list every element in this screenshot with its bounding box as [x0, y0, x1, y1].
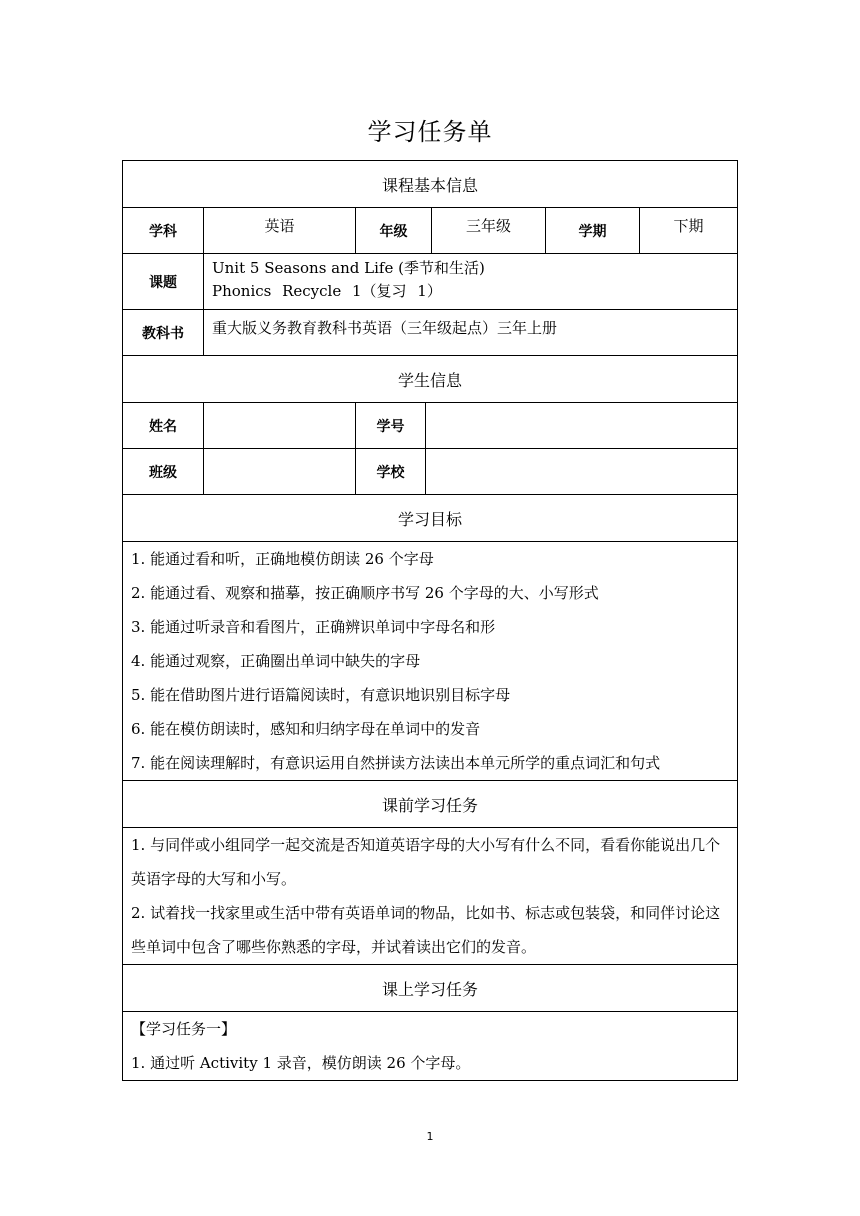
objective-item: 3. 能通过听录音和看图片，正确辨识单词中字母名和形: [131, 618, 496, 636]
pre-class-header-row: [123, 780, 737, 827]
in-class-heading: 课上学习任务: [381, 979, 478, 999]
in-class-header-row: [123, 964, 737, 1011]
name-field[interactable]: [203, 403, 355, 448]
pre-class-item: 1. 与同伴或小组同学一起交流是否知道英语字母的大小写有什么不同，看看你能说出几个英语字母的大写和小写。: [131, 836, 721, 888]
objectives-list: [123, 542, 737, 780]
class-row: [123, 448, 737, 494]
student-info-header-row: [123, 355, 737, 402]
term-label: 学期: [545, 208, 639, 253]
subject-row: [123, 207, 737, 253]
textbook-label: 教科书: [142, 325, 184, 342]
topic-line-1: Unit 5 Seasons and Life (季节和生活): [212, 259, 485, 277]
subject-value: 英语: [203, 208, 355, 253]
topic-row: [123, 253, 737, 309]
student-id-field[interactable]: [425, 403, 737, 448]
in-class-task-title: 【学习任务一】: [131, 1020, 237, 1038]
topic-label: 课题: [149, 274, 177, 291]
pre-class-list: [123, 828, 737, 964]
objective-item: 5. 能在借助图片进行语篇阅读时，有意识地识别目标字母: [131, 686, 511, 704]
in-class-list: [123, 1012, 737, 1080]
grade-value: 三年级: [431, 208, 545, 253]
subject-label: 学科: [149, 223, 177, 240]
objective-item: 2. 能通过看、观察和描摹，按正确顺序书写 26 个字母的大、小写形式: [131, 584, 599, 602]
school-field[interactable]: [425, 449, 737, 494]
course-info-heading: 课程基本信息: [381, 175, 478, 195]
course-info-header-row: [123, 161, 737, 207]
in-class-row: [123, 1011, 737, 1080]
pre-class-heading: 课前学习任务: [381, 795, 478, 815]
student-info-heading: 学生信息: [397, 370, 462, 390]
objective-item: 6. 能在模仿朗读时，感知和归纳字母在单词中的发音: [131, 720, 481, 738]
objective-item: 1. 能通过看和听，正确地模仿朗读 26 个字母: [131, 550, 434, 568]
pre-class-row: [123, 827, 737, 964]
name-row: [123, 402, 737, 448]
in-class-item: 1. 通过听 Activity 1 录音，模仿朗读 26 个字母。: [131, 1054, 471, 1072]
objectives-header-row: [123, 494, 737, 541]
objectives-heading: 学习目标: [397, 509, 462, 529]
page-title: 学习任务单: [367, 118, 493, 146]
objective-item: 7. 能在阅读理解时，有意识运用自然拼读方法读出本单元所学的重点词汇和句式: [131, 754, 661, 772]
textbook-value: 重大版义务教育教科书英语（三年级起点）三年上册: [203, 310, 737, 355]
objective-item: 4. 能通过观察，正确圈出单词中缺失的字母: [131, 652, 421, 670]
school-label: 学校: [355, 449, 425, 494]
pre-class-item: 2. 试着找一找家里或生活中带有英语单词的物品，比如书、标志或包装袋，和同伴讨论这些单词中包含了哪些你熟悉的字母，并试着读出它们的发音。: [131, 904, 721, 956]
topic-line-2: Phonics Recycle 1（复习 1）: [212, 282, 442, 300]
grade-label: 年级: [355, 208, 431, 253]
task-sheet-table: [122, 160, 738, 1081]
page-number: 1: [426, 1130, 434, 1143]
name-label: 姓名: [149, 418, 177, 435]
class-label: 班级: [149, 464, 177, 481]
term-value: 下期: [639, 208, 737, 253]
topic-value: [203, 254, 737, 309]
student-id-label: 学号: [355, 403, 425, 448]
textbook-row: [123, 309, 737, 355]
class-field[interactable]: [203, 449, 355, 494]
objectives-row: [123, 541, 737, 780]
